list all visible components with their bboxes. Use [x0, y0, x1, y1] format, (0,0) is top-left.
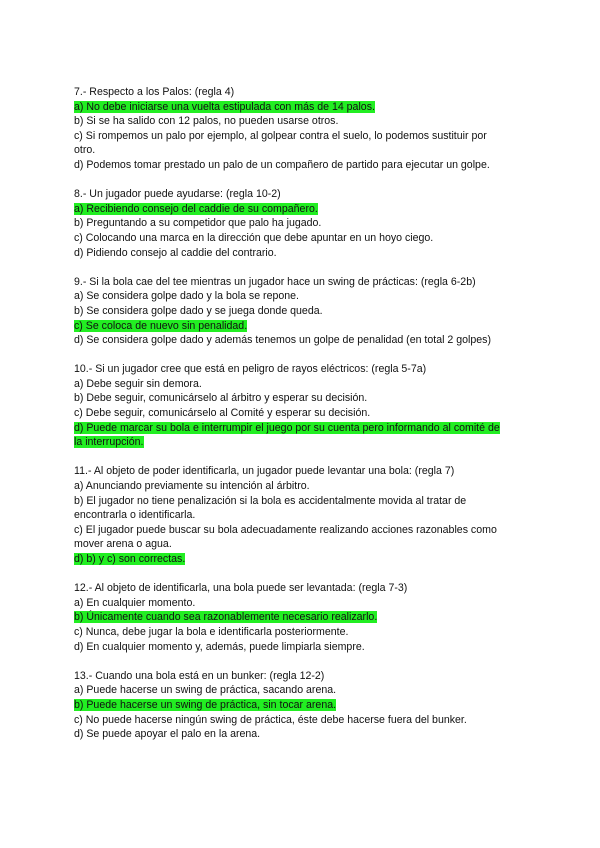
answer-text: d) Pidiendo consejo al caddie del contrario.: [74, 246, 277, 259]
highlighted-answer-text: b) Únicamente cuando sea razonablemente necesario realizarlo.: [74, 611, 378, 624]
answer-text: c) Colocando una marca en la dirección que debe apuntar en un hoyo ciego.: [74, 231, 434, 244]
highlighted-answer-text: la interrupción.: [74, 436, 144, 449]
answer-line: [74, 508, 534, 523]
question-text: 11.- Al objeto de poder identificarla, un jugador puede levantar una bola: (regla 7): [74, 465, 455, 478]
correct-answer-option: [74, 421, 534, 450]
answer-line: [74, 114, 534, 129]
answer-line: [74, 246, 534, 261]
highlighted-answer-text: a) Recibiendo consejo del caddie de su compañero.: [74, 202, 318, 215]
answer-text: d) Se considera golpe dado y además tenemos un golpe de penalidad (en total 2 golpes): [74, 334, 491, 347]
answer-option: [74, 129, 534, 158]
answer-text: otro.: [74, 144, 96, 157]
answer-text: c) Nunca, debe jugar la bola e identificarla posteriormente.: [74, 625, 349, 638]
answer-text: a) En cualquier momento.: [74, 596, 196, 609]
answer-text: encontrarla o identificarla.: [74, 509, 196, 522]
answer-option: [74, 391, 534, 406]
answer-text: b) Preguntando a su competidor que palo ha jugado.: [74, 217, 322, 230]
answer-line: [74, 129, 534, 144]
answer-line: [74, 713, 534, 728]
answer-line: [74, 523, 534, 538]
answer-line: [74, 727, 534, 742]
answer-option: [74, 289, 534, 304]
answer-line: [74, 216, 534, 231]
answer-option: [74, 114, 534, 129]
quiz-list: [74, 85, 534, 756]
answer-text: c) No puede hacerse ningún swing de práctica, éste debe hacerse fuera del bunker.: [74, 713, 467, 726]
answer-line: [74, 391, 534, 406]
answer-line: [74, 610, 534, 625]
answer-line: [74, 552, 534, 567]
answer-option: [74, 246, 534, 261]
question-block: [74, 581, 534, 654]
answer-line: [74, 421, 534, 436]
answer-text: a) Anunciando previamente su intención al árbitro.: [74, 480, 310, 493]
answer-text: d) En cualquier momento y, además, puede limpiarla siempre.: [74, 640, 365, 653]
correct-answer-option: [74, 319, 534, 334]
highlighted-answer-text: d) Puede marcar su bola e interrumpir el juego por su cuenta pero informando al comité de: [74, 421, 500, 434]
answer-option: [74, 523, 534, 552]
answer-text: d) Podemos tomar prestado un palo de un compañero de partido para ejecutar un golpe.: [74, 158, 490, 171]
answer-text: b) El jugador no tiene penalización si la bola es accidentalmente movida al tratar de: [74, 494, 467, 507]
answer-line: [74, 494, 534, 509]
answer-option: [74, 216, 534, 231]
answer-line: [74, 640, 534, 655]
answer-line: [74, 537, 534, 552]
answer-line: [74, 202, 534, 217]
answer-option: [74, 304, 534, 319]
question-block: [74, 464, 534, 566]
answer-line: [74, 683, 534, 698]
answer-line: [74, 406, 534, 421]
correct-answer-option: [74, 100, 534, 115]
question-text: 7.- Respecto a los Palos: (regla 4): [74, 86, 235, 98]
answer-text: c) El jugador puede buscar su bola adecuadamente realizando acciones razonables como: [74, 523, 497, 536]
answer-text: b) Se considera golpe dado y se juega donde queda.: [74, 304, 323, 317]
answer-line: [74, 377, 534, 392]
answer-text: b) Si se ha salido con 12 palos, no pueden usarse otros.: [74, 115, 339, 128]
answer-option: [74, 158, 534, 173]
answer-text: a) Puede hacerse un swing de práctica, sacando arena.: [74, 684, 337, 697]
correct-answer-option: [74, 698, 534, 713]
answer-line: [74, 100, 534, 115]
question-text: 12.- Al objeto de identificarla, una bola puede ser levantada: (regla 7-3): [74, 582, 408, 595]
highlighted-answer-text: c) Se coloca de nuevo sin penalidad.: [74, 319, 248, 332]
question-text: 8.- Un jugador puede ayudarse: (regla 10-2): [74, 188, 281, 201]
answer-text: mover arena o agua.: [74, 538, 172, 551]
answer-line: [74, 143, 534, 158]
answer-option: [74, 625, 534, 640]
answer-option: [74, 727, 534, 742]
answer-text: c) Si rompemos un palo por ejemplo, al golpear contra el suelo, lo podemos sustituir por: [74, 129, 487, 142]
answer-option: [74, 479, 534, 494]
question-text: 13.- Cuando una bola está en un bunker: (regla 12-2): [74, 669, 325, 682]
correct-answer-option: [74, 552, 534, 567]
answer-line: [74, 319, 534, 334]
question-block: [74, 275, 534, 348]
answer-option: [74, 713, 534, 728]
answer-option: [74, 231, 534, 246]
correct-answer-option: [74, 202, 534, 217]
question-block: [74, 187, 534, 260]
answer-line: [74, 231, 534, 246]
correct-answer-option: [74, 610, 534, 625]
answer-text: a) Debe seguir sin demora.: [74, 377, 202, 390]
question-text: 9.- Si la bola cae del tee mientras un jugador hace un swing de prácticas: (regla 6-2b): [74, 275, 476, 288]
question-text: 10.- Si un jugador cree que está en peligro de rayos eléctricos: (regla 5-7a): [74, 363, 427, 376]
answer-line: [74, 289, 534, 304]
question-block: [74, 362, 534, 450]
answer-option: [74, 333, 534, 348]
answer-option: [74, 596, 534, 611]
answer-text: c) Debe seguir, comunicárselo al Comité y esperar su decisión.: [74, 407, 371, 420]
answer-line: [74, 435, 534, 450]
answer-option: [74, 640, 534, 655]
answer-option: [74, 683, 534, 698]
answer-line: [74, 479, 534, 494]
answer-line: [74, 304, 534, 319]
answer-line: [74, 333, 534, 348]
answer-option: [74, 377, 534, 392]
question-block: [74, 85, 534, 173]
highlighted-answer-text: d) b) y c) son correctas.: [74, 553, 186, 565]
answer-line: [74, 158, 534, 173]
answer-option: [74, 406, 534, 421]
answer-line: [74, 596, 534, 611]
answer-option: [74, 494, 534, 523]
answer-text: d) Se puede apoyar el palo en la arena.: [74, 728, 261, 741]
highlighted-answer-text: a) No debe iniciarse una vuelta estipulada con más de 14 palos.: [74, 100, 375, 113]
answer-text: b) Debe seguir, comunicárselo al árbitro y esperar su decisión.: [74, 392, 368, 405]
highlighted-answer-text: b) Puede hacerse un swing de práctica, sin tocar arena.: [74, 698, 337, 711]
answer-line: [74, 698, 534, 713]
answer-line: [74, 625, 534, 640]
answer-text: a) Se considera golpe dado y la bola se repone.: [74, 290, 299, 303]
question-block: [74, 669, 534, 742]
